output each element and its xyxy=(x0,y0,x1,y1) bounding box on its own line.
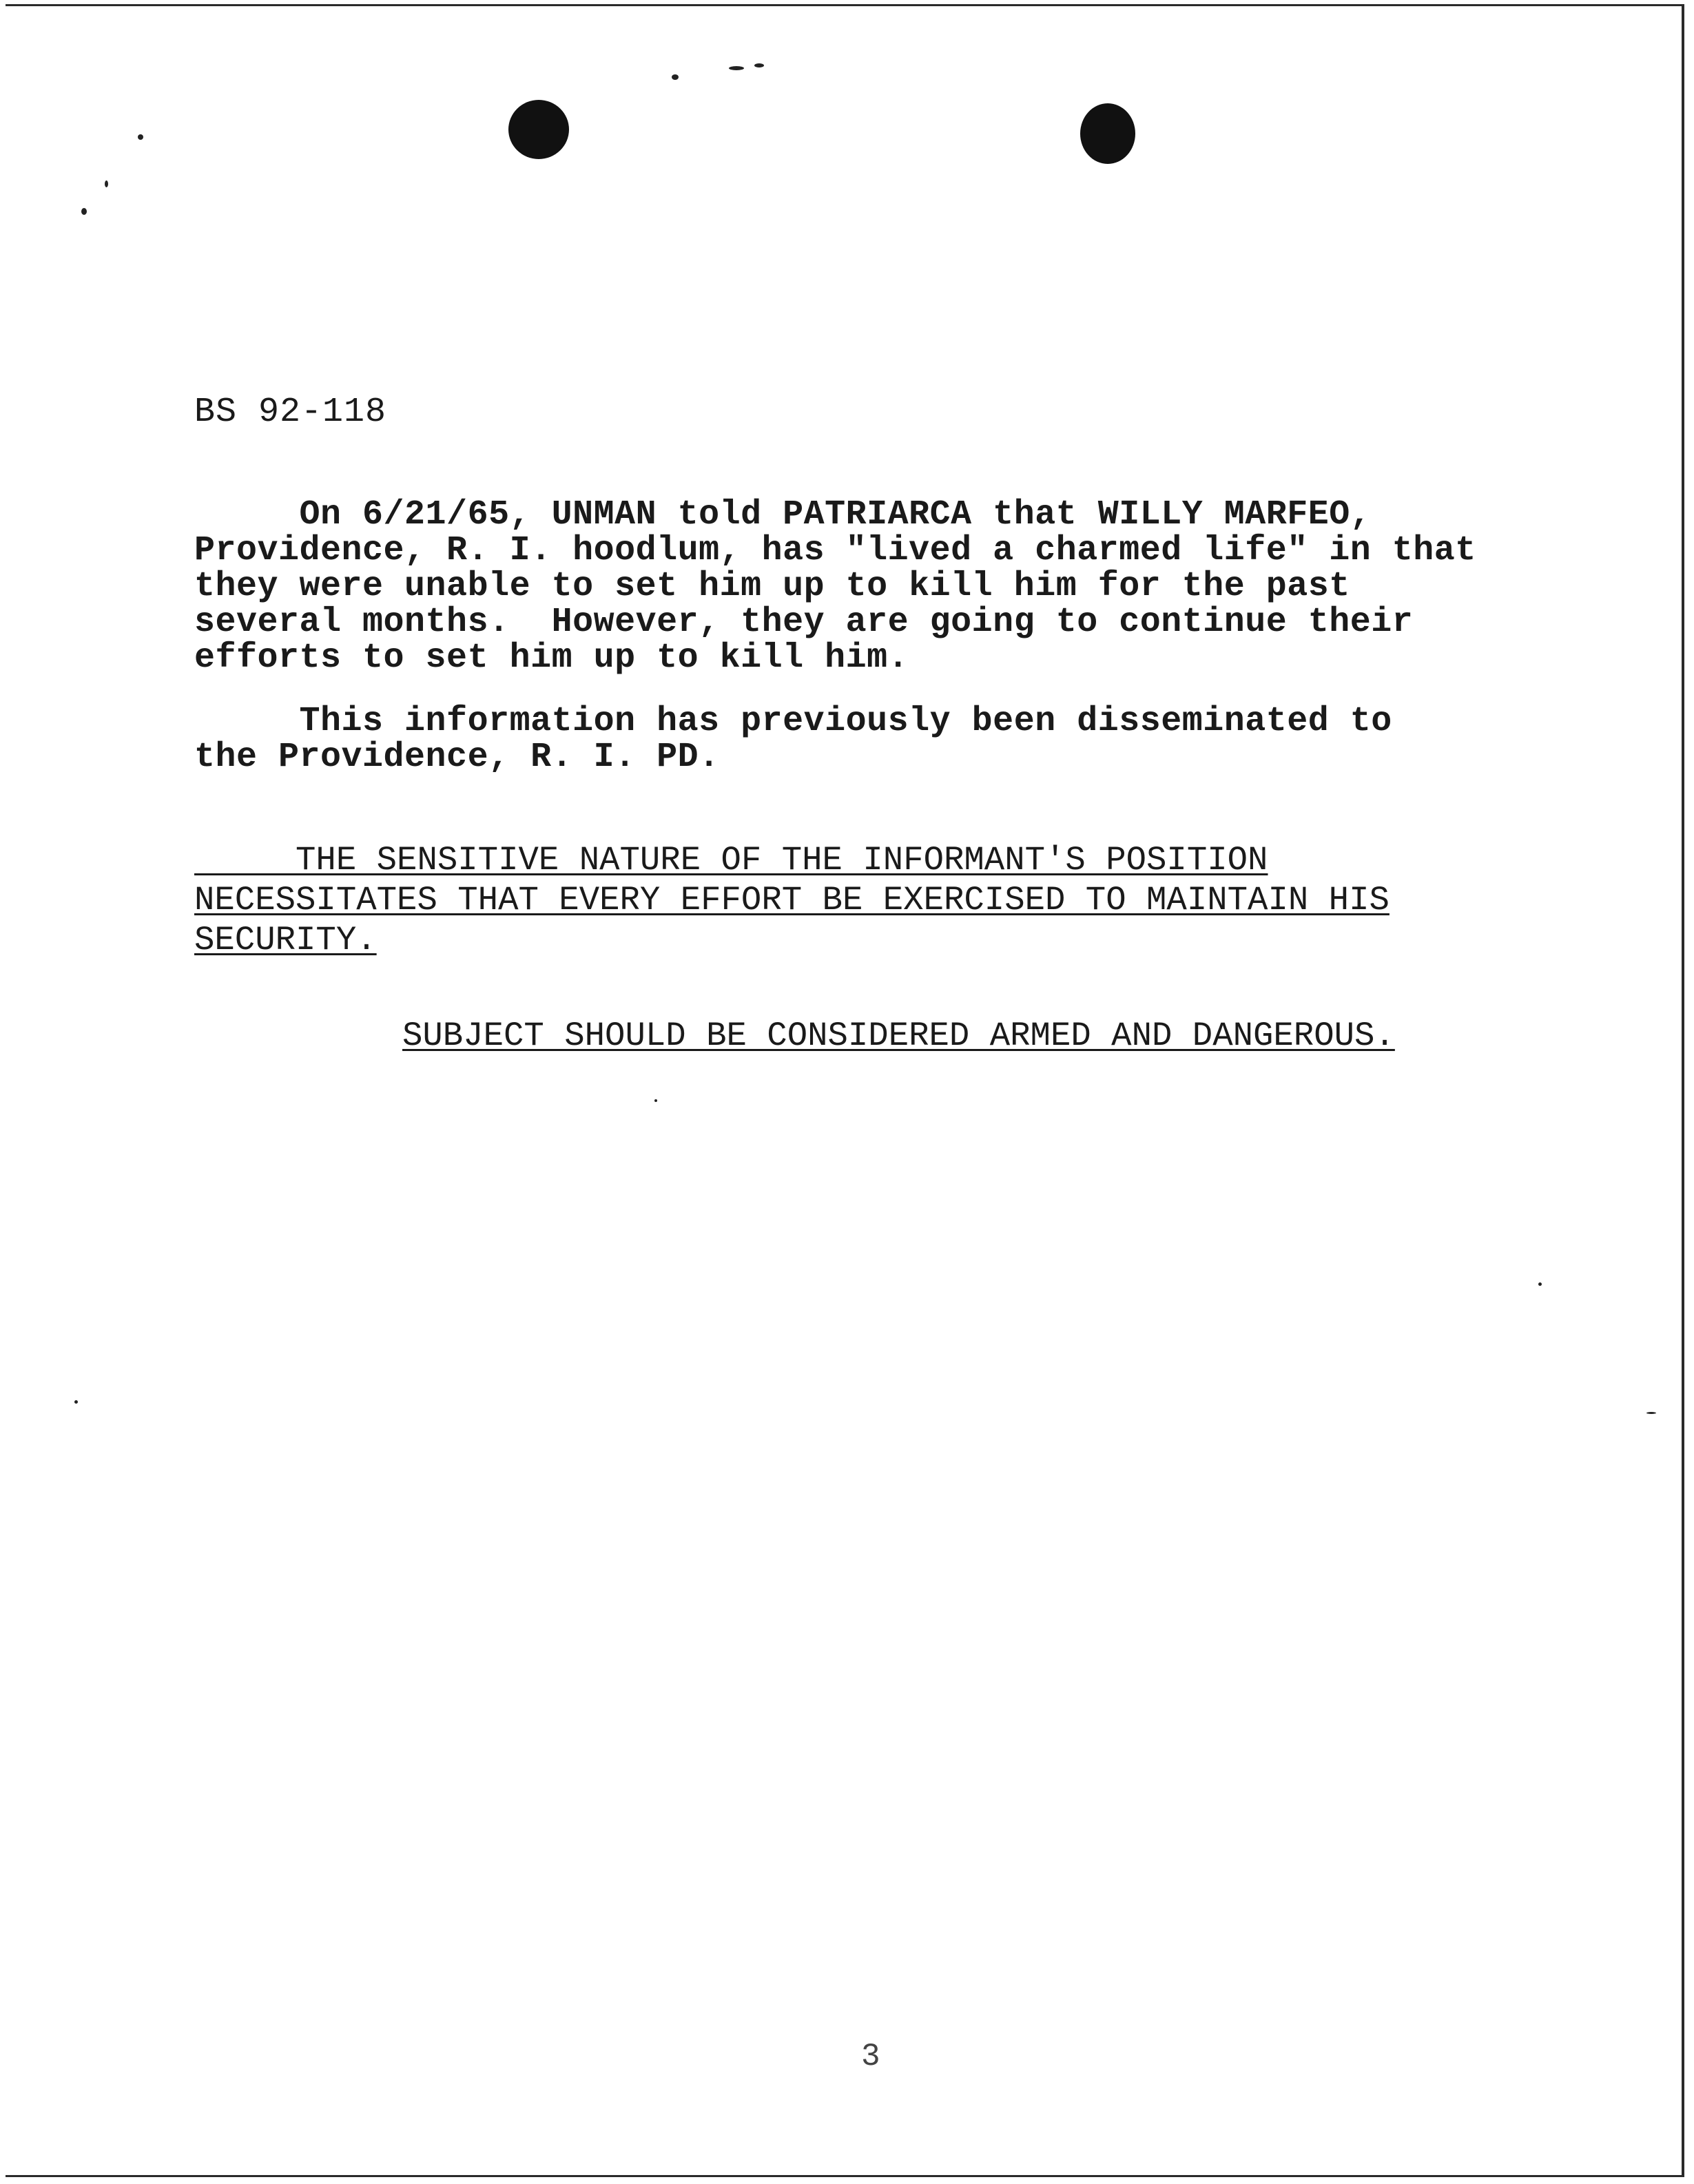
caveat-line: SECURITY. xyxy=(194,921,377,959)
scan-speck xyxy=(138,134,143,140)
scan-speck xyxy=(654,1099,657,1102)
text-line: This information has previously been disseminated to xyxy=(194,702,1392,741)
caveat-line: NECESSITATES THAT EVERY EFFORT BE EXERCISED TO MAINTAIN HIS xyxy=(194,881,1390,919)
armed-dangerous-warning: SUBJECT SHOULD BE CONSIDERED ARMED AND DANGEROUS. xyxy=(402,1017,1395,1055)
page-number: 3 xyxy=(861,2039,880,2074)
text-line: the Providence, R. I. PD. xyxy=(194,738,720,777)
scan-speck xyxy=(105,180,108,187)
scan-speck xyxy=(729,66,744,70)
security-caveat xyxy=(194,840,1390,960)
text-line: Providence, R. I. hoodlum, has "lived a charmed life" in that xyxy=(194,531,1476,570)
caveat-line: THE SENSITIVE NATURE OF THE INFORMANT'S POSITION xyxy=(194,841,1268,880)
scan-speck xyxy=(754,63,764,67)
scan-speck xyxy=(1646,1412,1656,1414)
text-line: they were unable to set him up to kill him for the past xyxy=(194,567,1350,606)
file-number: BS 92-118 xyxy=(194,393,387,432)
scan-speck xyxy=(672,74,679,80)
page-border xyxy=(6,4,1684,2177)
scan-speck xyxy=(1538,1282,1542,1286)
text-line: several months. However, they are going to continue their xyxy=(194,603,1414,642)
text-line: efforts to set him up to kill him. xyxy=(194,638,909,678)
punch-hole-left xyxy=(508,100,569,159)
scan-speck xyxy=(81,208,87,215)
paragraph-conversation xyxy=(194,497,1476,676)
punch-hole-right xyxy=(1080,103,1135,164)
text-line: On 6/21/65, UNMAN told PATRIARCA that WILLY MARFEO, xyxy=(194,495,1372,534)
paragraph-dissemination xyxy=(194,704,1392,776)
scan-speck xyxy=(74,1400,78,1404)
